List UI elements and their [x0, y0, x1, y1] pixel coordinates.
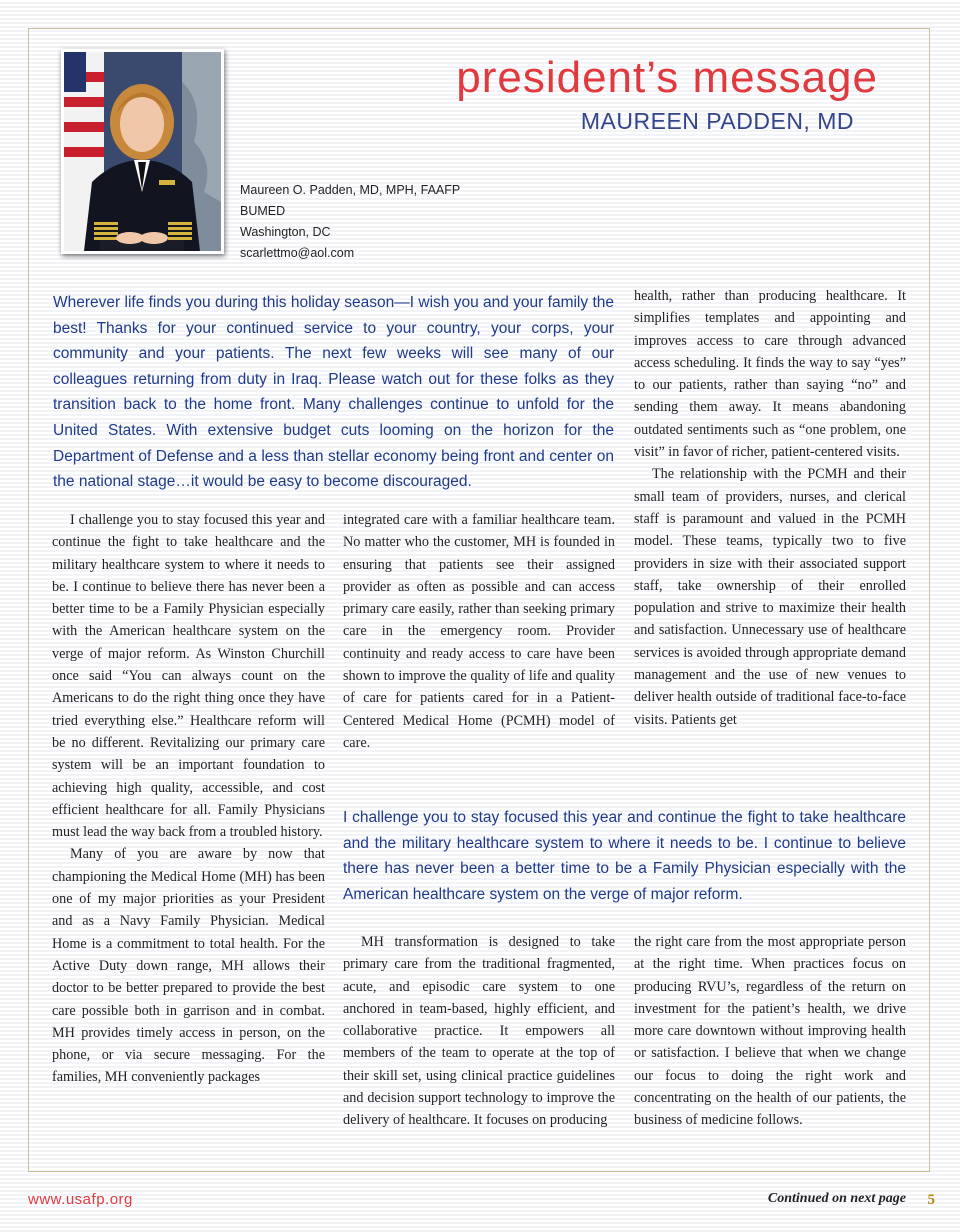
page-title: president’s message: [456, 53, 878, 102]
author-org: BUMED: [240, 204, 286, 218]
page-subtitle: MAUREEN PADDEN, MD: [580, 108, 854, 134]
continued-note: Continued on next page: [767, 1191, 906, 1206]
body-paragraph: MH transformation is designed to take primary care from the traditional fragmented, acute, and episodic care system to one anchored in team-based, highly efficient, and collaborative practice. It empowers all members of the team to operate at the top of their skill set, using clinical practice guidelines and decision support technology to improve the delivery of healthcare. It focuses on producing: [343, 934, 615, 1129]
website-link[interactable]: www.usafp.org: [28, 1191, 133, 1208]
body-paragraph: I challenge you to stay focused this year and continue the fight to take healthcare and the military healthcare system to where it needs to be. I continue to believe there has never been a better time to be a Family Physician especially with the American healthcare system on the verge of major reform. As Winston Churchill once said “You can always count on the Americans to do the right thing once they have tried everything else.” Healthcare reform will be no different. Revitalizing our primary care system will be an important foundation to achieving high quality, accessible, and cost efficient healthcare for all. Family Physicians must lead the way back from a troubled history.: [52, 512, 325, 841]
body-column-2-bottom: [343, 931, 615, 1157]
intro-callout: Wherever life finds you during this holiday season—I wish you and your family the best! Thanks for your continued service to your country, your corps, your community and your patients. The next few weeks will see many of our colleagues returning from duty in Iraq. Please watch out for these folks as they transition back to the home front. Many challenges continue to unfold for the United States. With extensive budget cuts looming on the horizon for the Department of Defense and a less than stellar economy being front and center on the national stage…it would be easy to become discouraged.: [53, 294, 614, 491]
body-paragraph: The relationship with the PCMH and their small team of providers, nurses, and clerical staff is paramount and valued in the PCMH model. These teams, typically two to five providers in size with their associated support staff, take ownership of their enrolled population and strive to maximize their health and satisfaction. Unnecessary use of healthcare services is avoided through appropriate demand management and the use of new venues to deliver health outside of traditional face-to-face visits. Patients get: [634, 466, 906, 728]
pull-quote: I challenge you to stay focused this year and continue the fight to take healthcare and the military healthcare system to where it needs to be. I continue to believe there has never been a better time to be a Family Physician especially with the American healthcare system on the verge of major reform.: [343, 809, 906, 903]
body-paragraph: integrated care with a familiar healthcare team. No matter who the customer, MH is founded in ensuring that patients see their assigned provider as often as possible and can access primary care easily, rather than seeking primary care in the emergency room. Provider continuity and ready access to care have been shown to improve the quality of life and quality of care for patients cared for in a Patient-Centered Medical Home (PCMH) model of care.: [343, 512, 615, 751]
body-column-3-bottom: [634, 931, 906, 1157]
author-photo: [61, 49, 224, 254]
body-column-1: [52, 509, 325, 1157]
author-email: scarlettmo@aol.com: [240, 246, 355, 260]
body-paragraph: Many of you are aware by now that championing the Medical Home (MH) has been one of my major priorities as your President and as a Navy Family Physician. Medical Home is a commitment to total health. For the Active Duty down range, MH allows their doctor to be better prepared to provide the best care possible both in garrison and in combat. MH provides timely access in person, on the phone, or via secure messaging. For the families, MH conveniently packages: [52, 846, 325, 1086]
body-paragraph: the right care from the most appropriate person at the right time. When practices focus on producing RVU’s, regardless of the return on investment for the patient’s health, we drive more care downtown without improving health or satisfaction. I believe that when we change our focus to doing the right work and concentrating on the health of our patients, the business of medicine follows.: [634, 934, 906, 1129]
page-number: 5: [927, 1192, 935, 1208]
author-info: [240, 180, 460, 264]
body-column-2-top: [343, 509, 615, 779]
body-column-3-top: [634, 285, 906, 777]
body-paragraph: health, rather than producing healthcare. It simplifies templates and appointing and improves access to care through advanced access scheduling. It finds the way to say “yes” to our patients, rather than saying “no” and sending them away. It means abandoning outdated sentiments such as “one problem, one visit” in favor of richer, patient-centered visits.: [634, 288, 906, 461]
author-location: Washington, DC: [240, 225, 331, 239]
author-name: Maureen O. Padden, MD, MPH, FAAFP: [240, 183, 461, 197]
